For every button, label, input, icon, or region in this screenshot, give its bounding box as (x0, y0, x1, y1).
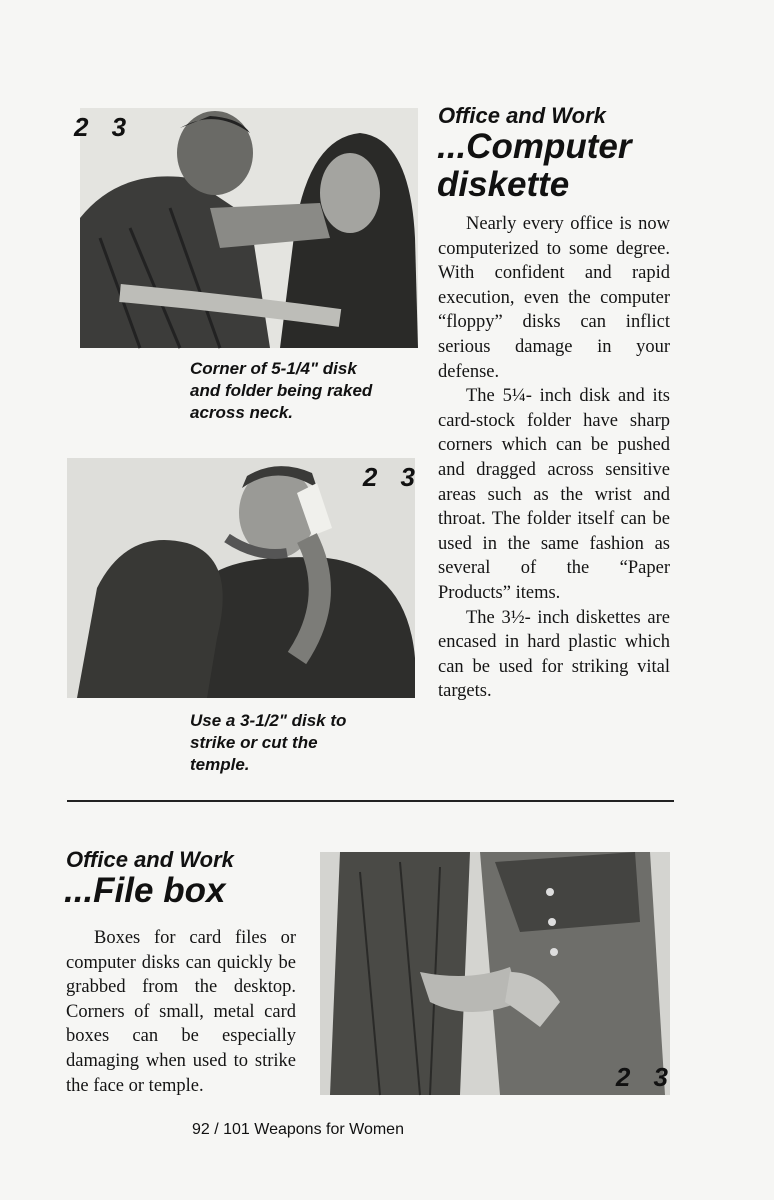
title-line: diskette (437, 165, 570, 204)
photo-file-box (320, 852, 676, 1095)
body-paragraph: Nearly every office is now computerized to some degree. With confident and rapid execution, even the computer “floppy” disks can inflict serious damage in your defense. (438, 214, 670, 382)
caption-line: Corner of 5-1/4" disk (190, 359, 357, 378)
section-title-filebox: ...File box (64, 871, 226, 910)
photo-number: 2 3 (615, 1062, 676, 1092)
photo-number: 2 3 (362, 462, 423, 492)
caption-line: across neck. (190, 403, 294, 422)
article-body-diskette (438, 212, 670, 704)
body-paragraph: Boxes for card files or computer disks can quickly be grabbed from the desktop. Corners of small, metal card boxes can be especially damaging when used to strike the face or temple. (66, 928, 296, 1096)
photo-file-box-image (320, 852, 670, 1095)
photo-disk-temple-image (67, 458, 415, 698)
caption-middle (190, 710, 420, 776)
section-kicker-diskette: Office and Work (438, 103, 606, 128)
photo-number: 2 3 (74, 112, 135, 142)
section-kicker-filebox: Office and Work (66, 847, 234, 872)
photo-disk-neck-image (80, 108, 418, 348)
title-line: ...Computer (437, 127, 632, 166)
caption-line: Use a 3-1/2" disk to (190, 711, 347, 730)
article-body-filebox (66, 926, 296, 1098)
caption-line: and folder being raked (190, 381, 373, 400)
caption-top (190, 358, 420, 424)
body-paragraph: The 3½- inch diskettes are encased in hard plastic which can be used for striking vital targets. (438, 607, 670, 702)
caption-line: strike or cut the (190, 733, 318, 752)
photo-disk-temple (67, 458, 423, 698)
caption-line: temple. (190, 755, 250, 774)
body-paragraph: The 5¼- inch disk and its card-stock folder have sharp corners which can be pushed and dragged across sensitive areas such as the wrist and throat. The folder itself can be used in the same fashion as several of the “Paper Products” items. (438, 386, 670, 603)
section-title-diskette (437, 128, 631, 204)
page-footer: 92 / 101 Weapons for Women (192, 1121, 404, 1138)
section-divider (67, 800, 674, 802)
photo-disk-neck (74, 108, 418, 348)
